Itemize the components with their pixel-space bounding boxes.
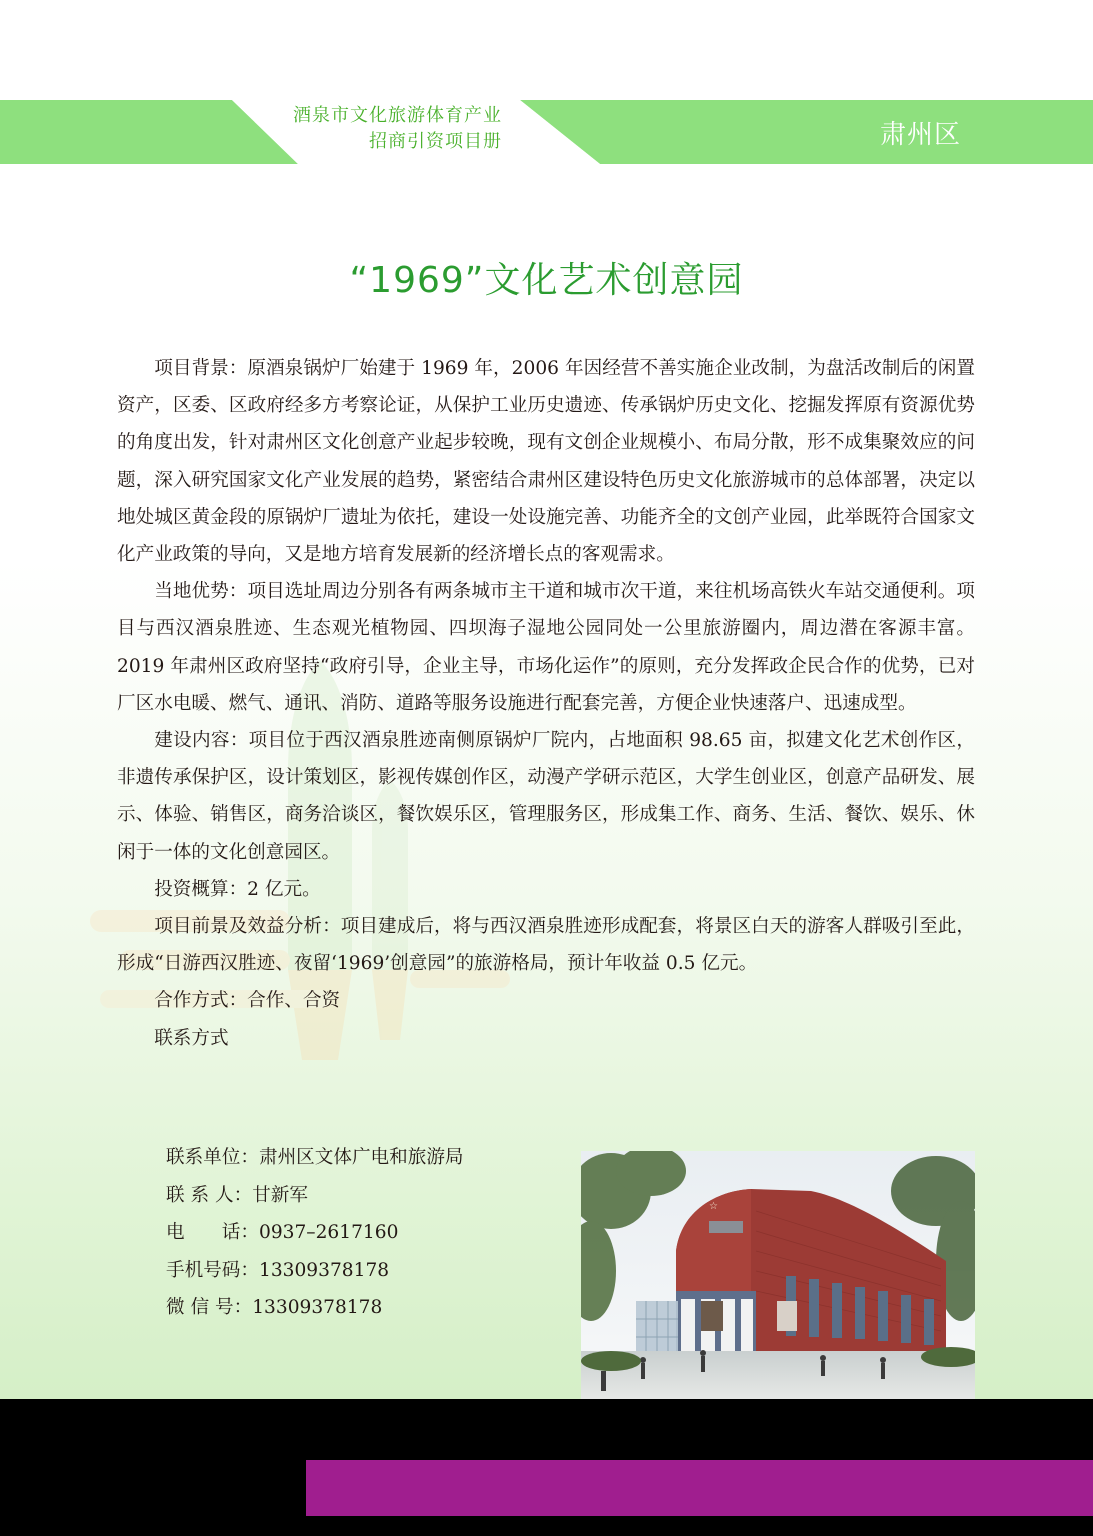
booklet-title-line2: 招商引资项目册 [369, 131, 502, 152]
section-background [117, 350, 975, 573]
booklet-title [250, 103, 502, 155]
footer-band-purple [306, 1460, 1093, 1516]
section-text: 项目建成后，将与西汉酒泉胜迹形成配套，将景区白天的游客人群吸引至此，形成“日游西汉胜迹、夜留‘1969’创意园”的旅游格局，预计年收益 0.5 亿元。 [117, 916, 975, 975]
section-text: 项目选址周边分别各有两条城市主干道和城市次干道，来往机场高铁火车站交通便利。项目与西汉酒泉胜迹、生态观光植物园、四坝海子湿地公园同处一公里旅游圈内，周边潜在客源丰富。2019 年肃州区政府坚持“政府引导，企业主导，市场化运作”的原则，充分发挥政企民合作的优势，已对厂区水电暖、燃气、通讯、消防、道路等服务设施进行配套完善，方便企业快速落户、迅速成型。 [117, 581, 975, 714]
footer-band-black [0, 1399, 1093, 1463]
section-label: 项目背景： [154, 358, 248, 379]
section-label: 联系方式 [154, 1027, 229, 1049]
contact-value: 甘新军 [252, 1184, 308, 1206]
section-label: 合作方式： [154, 990, 248, 1012]
section-text: 项目位于西汉酒泉胜迹南侧原锅炉厂院内，占地面积 98.65 亩，拟建文化艺术创作区，非遗传承保护区，设计策划区，影视传媒创作区，动漫产学研示范区，大学生创业区，创意产品研发、展示、体验、销售区，商务洽谈区，餐饮娱乐区，管理服务区，形成集工作、商务、生活、餐饮、娱乐、休闲于一体的文化创意园区。 [117, 730, 975, 863]
svg-text:☆: ☆ [709, 1201, 718, 1212]
section-text: 原酒泉锅炉厂始建于 1969 年，2006 年因经营不善实施企业改制，为盘活改制后的闲置资产，区委、区政府经多方考察论证，从保护工业历史遗迹、传承锅炉历史文化、挖掘发挥原有资源优势的角度出发，针对肃州区文化创意产业起步较晚，现有文创企业规模小、布局分散，形不成集聚效应的问题，深入研究国家文化产业发展的趋势，紧密结合肃州区建设特色历史文化旅游城市的总体部署，决定以地处城区黄金段的原锅炉厂遗址为依托，建设一处设施完善、功能齐全的文创产业园，此举既符合国家文化产业政策的导向，又是地方培育发展新的经济增长点的客观需求。 [117, 358, 975, 566]
section-text: 2 亿元。 [247, 878, 321, 900]
section-investment [117, 871, 975, 908]
section-prospects [117, 908, 975, 982]
section-contact-heading [117, 1020, 975, 1057]
contact-value: 肃州区文体广电和旅游局 [258, 1147, 464, 1168]
contact-row [166, 1214, 464, 1252]
contact-value: 13309378178 [252, 1297, 383, 1318]
contact-row [166, 1139, 464, 1177]
booklet-title-line1: 酒泉市文化旅游体育产业 [293, 105, 502, 126]
contact-row [166, 1177, 464, 1215]
section-text: 合作、合资 [247, 990, 341, 1012]
contact-label: 联 系 人： [166, 1184, 253, 1206]
footer-band-black-bottom [306, 1516, 1093, 1536]
contact-label: 联系单位： [166, 1147, 259, 1168]
contact-label: 手机号码： [166, 1259, 259, 1281]
section-label: 项目前景及效益分析： [154, 916, 341, 938]
section-label: 投资概算： [154, 878, 248, 900]
contact-value: 13309378178 [258, 1259, 390, 1281]
section-advantage [117, 573, 975, 722]
section-construction [117, 722, 975, 871]
contact-row [166, 1252, 464, 1290]
district-label: 肃州区 [880, 120, 962, 150]
section-cooperation [117, 982, 975, 1019]
section-label: 建设内容： [154, 730, 249, 752]
contact-label: 电 话： [166, 1222, 259, 1243]
body-text [117, 350, 975, 1057]
contact-label: 微 信 号： [166, 1297, 253, 1318]
page-title: “1969”文化艺术创意园 [349, 260, 744, 301]
building-rendering-image [581, 1151, 975, 1399]
section-label: 当地优势： [154, 581, 248, 603]
footer-band-black-lower [0, 1460, 306, 1536]
contact-value: 0937–2617160 [258, 1222, 399, 1243]
contact-row [166, 1289, 464, 1327]
contact-info [166, 1139, 464, 1327]
